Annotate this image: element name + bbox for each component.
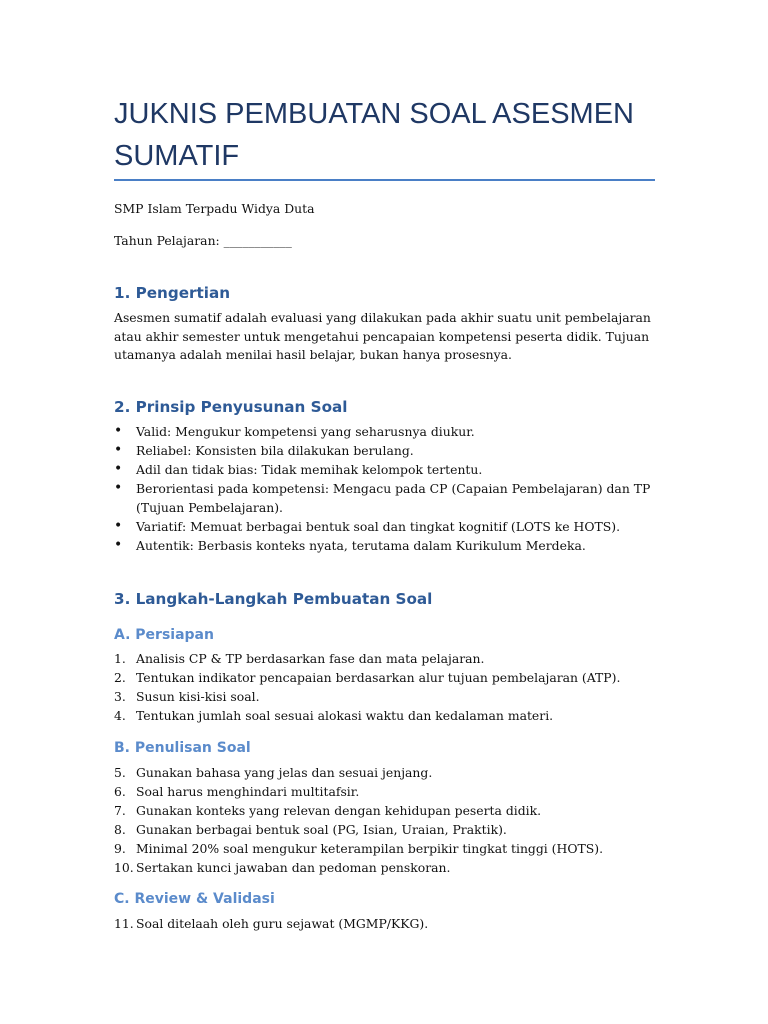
list-item: 9. Minimal 20% soal mengukur keterampilan berpikir tingkat tinggi (HOTS). [114, 841, 604, 856]
list-item: 2. Tentukan indikator pencapaian berdasarkan alur tujuan pembelajaran (ATP). [114, 670, 621, 685]
section-heading-langkah: 3. Langkah-Langkah Pembuatan Soal [114, 590, 433, 608]
penulisan-list [114, 763, 656, 877]
title-underline [114, 179, 655, 181]
bullet-icon: • [114, 461, 123, 477]
list-item: 6. Soal harus menghindari multitafsir. [114, 784, 360, 799]
school-name: SMP Islam Terpadu Widya Duta [114, 201, 315, 216]
section-heading-prinsip: 2. Prinsip Penyusunan Soal [114, 398, 348, 416]
list-item: 11. Soal ditelaah oleh guru sejawat (MGMP/KKG). [114, 916, 429, 931]
subsection-heading-persiapan: A. Persiapan [114, 627, 214, 643]
list-item: • Variatif: Memuat berbagai bentuk soal dan tingkat kognitif (LOTS ke HOTS). [114, 518, 621, 534]
section-heading-pengertian: 1. Pengertian [114, 284, 231, 302]
subsection-heading-review: C. Review & Validasi [114, 891, 275, 907]
list-item: • Berorientasi pada kompetensi: Mengacu pada CP (Capaian Pembelajaran) dan TP (Tujuan Pembelajaran). [114, 480, 651, 515]
list-item: 7. Gunakan konteks yang relevan dengan kehidupan peserta didik. [114, 803, 542, 818]
section-body-pengertian: Asesmen sumatif adalah evaluasi yang dilakukan pada akhir suatu unit pembelajaran atau akhir semester untuk mengetahui pencapaian kompetensi peserta didik. Tujuan utamanya adalah menilai hasil belajar, bukan hanya prosesnya. [114, 310, 651, 362]
bullet-icon: • [114, 423, 123, 439]
bullet-icon: • [114, 518, 123, 534]
list-item: • Adil dan tidak bias: Tidak memihak kelompok tertentu. [114, 461, 483, 477]
academic-year: Tahun Pelajaran: ___________ [114, 233, 292, 248]
bullet-icon: • [114, 480, 123, 496]
list-item: • Autentik: Berbasis konteks nyata, terutama dalam Kurikulum Merdeka. [114, 537, 586, 553]
list-item: 1. Analisis CP & TP berdasarkan fase dan mata pelajaran. [114, 651, 485, 666]
list-item: • Valid: Mengukur kompetensi yang seharusnya diukur. [114, 423, 475, 439]
document-title: JUKNIS PEMBUATAN SOAL ASESMEN SUMATIF [114, 98, 634, 172]
list-item: 4. Tentukan jumlah soal sesuai alokasi waktu dan kedalaman materi. [114, 708, 554, 723]
list-item: 5. Gunakan bahasa yang jelas dan sesuai jenjang. [114, 765, 433, 780]
list-item: 10. Sertakan kunci jawaban dan pedoman penskoran. [114, 860, 451, 875]
list-item: 8. Gunakan berbagai bentuk soal (PG, Isian, Uraian, Praktik). [114, 822, 507, 837]
list-item: • Reliabel: Konsisten bila dilakukan berulang. [114, 442, 414, 458]
list-item: 3. Susun kisi-kisi soal. [114, 689, 260, 704]
persiapan-list [114, 649, 656, 725]
review-list [114, 914, 656, 933]
bullet-icon: • [114, 442, 123, 458]
prinsip-list [114, 422, 656, 555]
subsection-heading-penulisan: B. Penulisan Soal [114, 740, 251, 756]
bullet-icon: • [114, 537, 123, 553]
